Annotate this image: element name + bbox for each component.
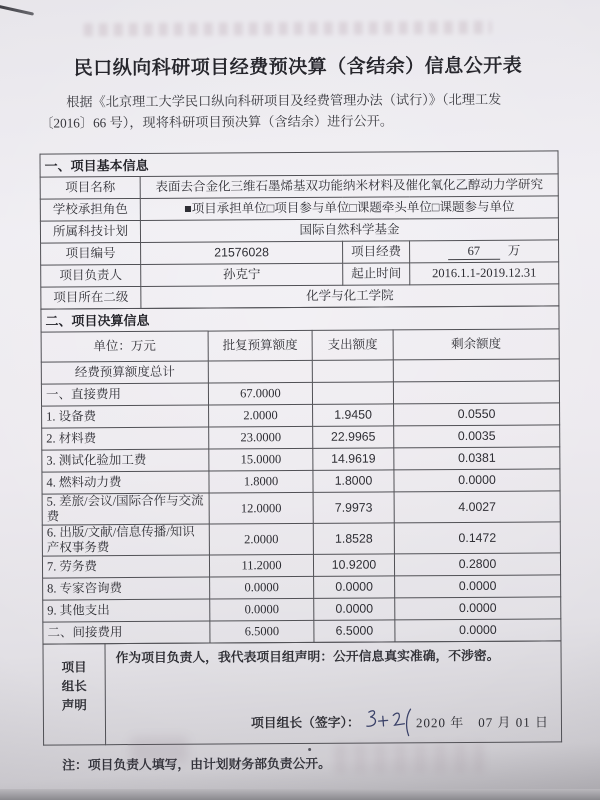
- row-label: 6. 出版/文献/信息传播/知识产权事务费: [42, 524, 209, 556]
- approved-cell: 0.0000: [210, 598, 314, 621]
- section-2-header-row: [41, 306, 559, 332]
- section-1-header-row: [40, 151, 558, 177]
- row-label: 二、间接费用: [43, 621, 210, 644]
- declaration-block: [42, 640, 562, 745]
- remaining-cell: 0.2800: [394, 553, 560, 576]
- row-label: 1. 设备费: [42, 405, 209, 428]
- approved-cell: 11.2000: [209, 554, 313, 577]
- col-remaining-header: 剩余额度: [393, 329, 559, 360]
- program-value: 国际自然科学基金: [140, 218, 558, 243]
- approved-cell: 23.0000: [209, 426, 313, 449]
- bleed-through-mark-right: [334, 743, 484, 774]
- budget-row-consulting: [43, 575, 561, 600]
- project-name-label: 项目名称: [40, 176, 140, 199]
- row-label: 5. 差旅/会议/国际合作与交流费: [42, 493, 209, 525]
- department-label: 项目所在二级: [41, 286, 141, 309]
- declaration-row: [43, 641, 562, 745]
- approved-cell: 1.8000: [209, 470, 313, 493]
- declaration-label-line2: 组长: [61, 679, 87, 694]
- approved-cell: 6.5000: [210, 620, 314, 643]
- pi-row: [41, 262, 559, 287]
- spent-cell: 0.0000: [314, 576, 395, 598]
- remaining-cell: 0.0550: [394, 403, 560, 426]
- program-label: 所属科技计划: [40, 220, 140, 243]
- spent-cell: [312, 360, 393, 382]
- approved-cell: 2.0000: [209, 523, 313, 555]
- page-title: 民口纵向科研项目经费预决算（含结余）信息公开表: [73, 55, 523, 80]
- declaration-label-line3: 声明: [61, 698, 87, 713]
- intro-line-2: 〔2016〕66 号），现将科研项目预决算（含结余）进行公开。: [40, 113, 394, 131]
- declaration-label: [43, 644, 106, 745]
- funding-label: 项目经费: [343, 241, 410, 263]
- remaining-cell: 0.0000: [395, 575, 561, 598]
- section-1-title: 一、项目基本信息: [40, 151, 558, 177]
- budget-row-materials: [42, 425, 560, 450]
- approved-cell: 15.0000: [209, 448, 313, 471]
- budget-row-fuel: [42, 469, 560, 494]
- pen-tip-artifact: [0, 5, 34, 16]
- project-no-row: [41, 240, 559, 265]
- school-role-row: [40, 196, 558, 221]
- spent-cell: 10.9200: [313, 554, 394, 576]
- budget-row-labor: [42, 553, 560, 578]
- section-2-title: 二、项目决算信息: [41, 306, 559, 332]
- remaining-cell: 0.0000: [394, 469, 560, 492]
- spent-cell: 1.8000: [313, 470, 394, 492]
- budget-row-equipment: [42, 403, 560, 428]
- unit-header: 单位：万元: [41, 331, 208, 362]
- budget-row-testing: [42, 447, 560, 472]
- approved-cell: [208, 360, 312, 383]
- basic-info-table: [39, 150, 559, 309]
- intro-line-1: 根据《北京理工大学民口纵向科研项目及经费管理办法（试行）》（北理工发: [66, 91, 502, 110]
- pi-label: 项目负责人: [41, 264, 141, 287]
- intro-paragraph: [40, 88, 560, 133]
- spent-cell: 1.8528: [313, 523, 394, 554]
- row-label: 4. 燃料动力费: [42, 471, 209, 494]
- remaining-cell: 0.0000: [395, 619, 561, 642]
- budget-table: [40, 305, 561, 644]
- declaration-label-line1: 项目: [61, 660, 87, 675]
- funding-unit: 万: [507, 243, 521, 258]
- remaining-cell: [393, 381, 559, 404]
- pi-value: 孙克宁: [141, 263, 343, 286]
- budget-header-row: [41, 329, 559, 362]
- budget-row-direct: [41, 381, 559, 406]
- spent-cell: 7.9973: [313, 492, 394, 523]
- remaining-cell: 0.0035: [394, 425, 560, 448]
- col-approved-header: 批复预算额度: [208, 330, 312, 361]
- row-label: 2. 材料费: [42, 427, 209, 450]
- approved-cell: 12.0000: [209, 492, 313, 524]
- budget-row-publication: [42, 522, 560, 556]
- sign-date: 2020 年 07 月 01 日: [415, 714, 550, 731]
- sign-label: 项目组长（签字）：: [250, 715, 360, 731]
- approved-cell: 67.0000: [208, 382, 312, 405]
- budget-row-total: [41, 359, 559, 384]
- signature-line: [106, 685, 549, 732]
- col-spent-header: 支出额度: [312, 330, 393, 360]
- spent-cell: 1.9450: [313, 404, 394, 426]
- department-value: 化学与化工学院: [141, 284, 559, 309]
- row-label: 7. 劳务费: [42, 555, 209, 578]
- school-role-checkboxes: ■项目承担单位□项目参与单位□课题牵头单位□课题参与单位: [140, 196, 558, 221]
- remaining-cell: 4.0027: [394, 491, 560, 523]
- declaration-body: [105, 641, 562, 745]
- row-label: 一、直接费用: [41, 383, 208, 406]
- declaration-statement: 作为项目负责人，我代表项目组声明：公开信息真实准确，不涉密。: [115, 648, 500, 666]
- project-no-value: 21576028: [141, 241, 343, 264]
- budget-row-travel: [42, 491, 560, 525]
- row-label: 8. 专家咨询费: [43, 577, 210, 600]
- row-label: 9. 其他支出: [43, 599, 210, 622]
- spent-cell: 22.9965: [313, 426, 394, 448]
- program-row: [40, 218, 558, 243]
- funding-value-cell: [410, 240, 559, 263]
- remaining-cell: 0.0000: [395, 597, 561, 620]
- signature-handwriting: [362, 700, 416, 744]
- funding-amount: 67: [448, 243, 500, 259]
- row-label: 3. 测试化验加工费: [42, 449, 209, 472]
- ink-speck: [308, 748, 311, 751]
- remaining-cell: [393, 359, 559, 382]
- footer-note: 注：项目负责人填写，由计划财务部负责公开。: [62, 756, 332, 773]
- approved-cell: 2.0000: [209, 404, 313, 427]
- remaining-cell: 0.0381: [394, 447, 560, 470]
- spent-cell: [312, 382, 393, 404]
- duration-label: 起止时间: [343, 263, 410, 285]
- photo-bottom-edge: [0, 789, 600, 800]
- row-label: 经费预算额度总计: [41, 361, 208, 384]
- remaining-cell: 0.1472: [394, 522, 560, 554]
- project-no-label: 项目编号: [41, 242, 141, 265]
- bleed-through-text-top: [84, 21, 492, 36]
- duration-value: 2016.1.1-2019.12.31: [410, 262, 559, 285]
- project-name-row: [40, 174, 558, 199]
- spent-cell: 6.5000: [314, 620, 395, 642]
- budget-row-other: [43, 597, 561, 622]
- spent-cell: 14.9619: [313, 448, 394, 470]
- project-name-value: 表面去合金化三维石墨烯基双功能纳米材料及催化氧化乙醇动力学研究: [140, 174, 558, 199]
- bleed-through-mark-left: [130, 737, 188, 763]
- school-role-label: 学校承担角色: [40, 198, 140, 221]
- approved-cell: 0.0000: [210, 576, 314, 599]
- spent-cell: 0.0000: [314, 598, 395, 620]
